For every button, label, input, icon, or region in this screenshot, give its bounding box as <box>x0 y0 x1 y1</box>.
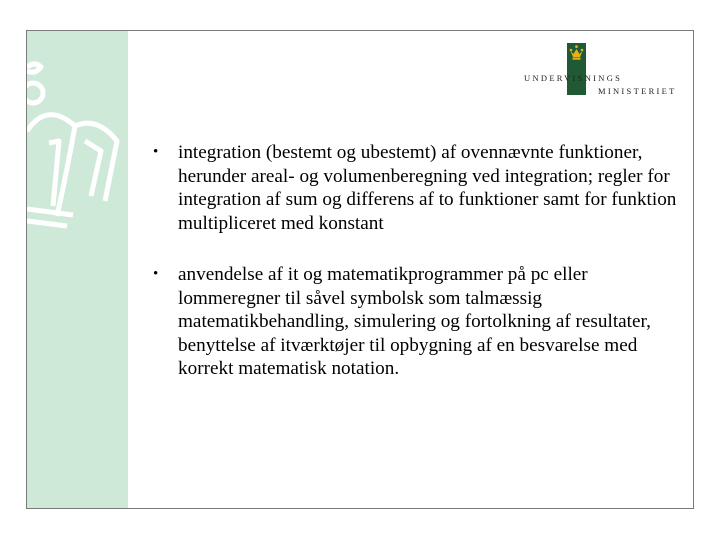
bullet-item <box>147 141 677 235</box>
bullet-text: anvendelse af it og matematikprogrammer på pc eller lommeregner til såvel symbolsk som talmæssig matematikbehandling, simulering og fortolkning af resultater, benyttelse af itværktøjer til opbygning af en besvarelse med korrekt matematisk notation. <box>178 264 651 379</box>
logo-text-line1: UNDERVISNINGS <box>524 73 623 83</box>
ministry-logo <box>524 43 684 103</box>
logo-emblem <box>567 43 586 95</box>
sidebar-decoration <box>27 31 128 508</box>
bullet-marker: • <box>153 266 159 282</box>
bullet-marker: • <box>153 144 159 160</box>
bullet-list <box>147 141 677 409</box>
slide <box>26 30 694 509</box>
bullet-item <box>147 263 677 381</box>
bullet-text: integration (bestemt og ubestemt) af ovennævnte funktioner, herunder areal- og volumenberegning ved integration; regler for integration af sum og differens af to funktioner samt for funktion multipliceret med konstant <box>178 142 677 234</box>
logo-text-line2: MINISTERIET <box>598 86 677 96</box>
crown-watermark-icon <box>27 31 128 231</box>
crown-icon <box>569 45 584 61</box>
